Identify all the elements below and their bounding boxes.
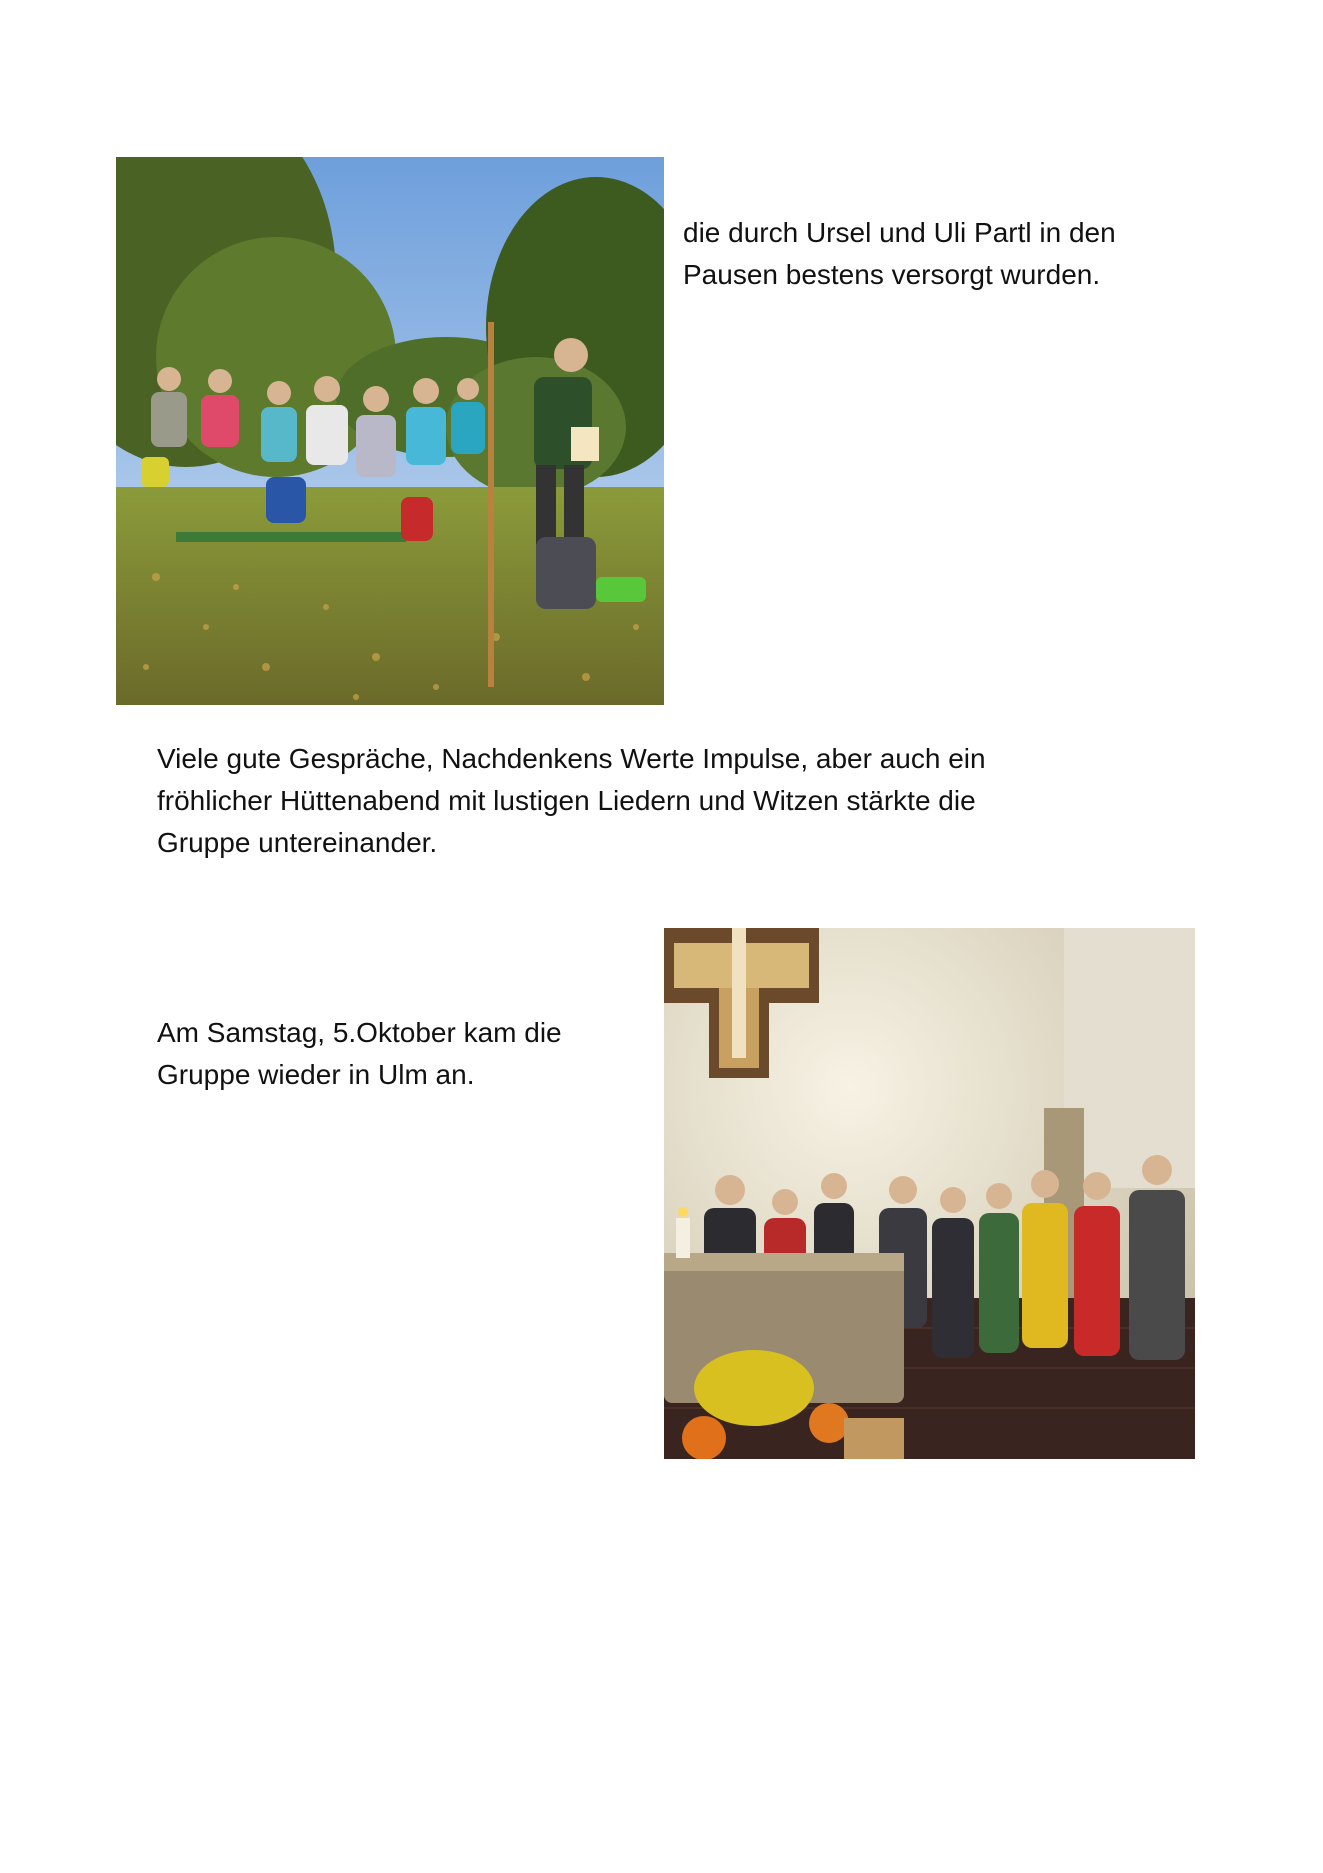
- body-paragraph: [157, 738, 986, 864]
- text-line: fröhlicher Hüttenabend mit lustigen Liedern und Witzen stärkte die: [157, 785, 976, 816]
- text-line: Am Samstag, 5.Oktober kam die: [157, 1017, 562, 1048]
- photo-church-group-image: [664, 928, 1195, 1459]
- text-line: Viele gute Gespräche, Nachdenkens Werte Impulse, aber auch ein: [157, 743, 986, 774]
- text-line: Gruppe untereinander.: [157, 827, 438, 858]
- return-paragraph: [157, 1012, 562, 1096]
- photo-hikers-meadow: [116, 157, 664, 705]
- photo-hikers-meadow-image: [116, 157, 664, 705]
- text-line: Gruppe wieder in Ulm an.: [157, 1059, 475, 1090]
- text-line: die durch Ursel und Uli Partl in den: [683, 217, 1116, 248]
- photo-church-group: [664, 928, 1195, 1459]
- photo-caption-text: [683, 212, 1116, 296]
- text-line: Pausen bestens versorgt wurden.: [683, 259, 1101, 290]
